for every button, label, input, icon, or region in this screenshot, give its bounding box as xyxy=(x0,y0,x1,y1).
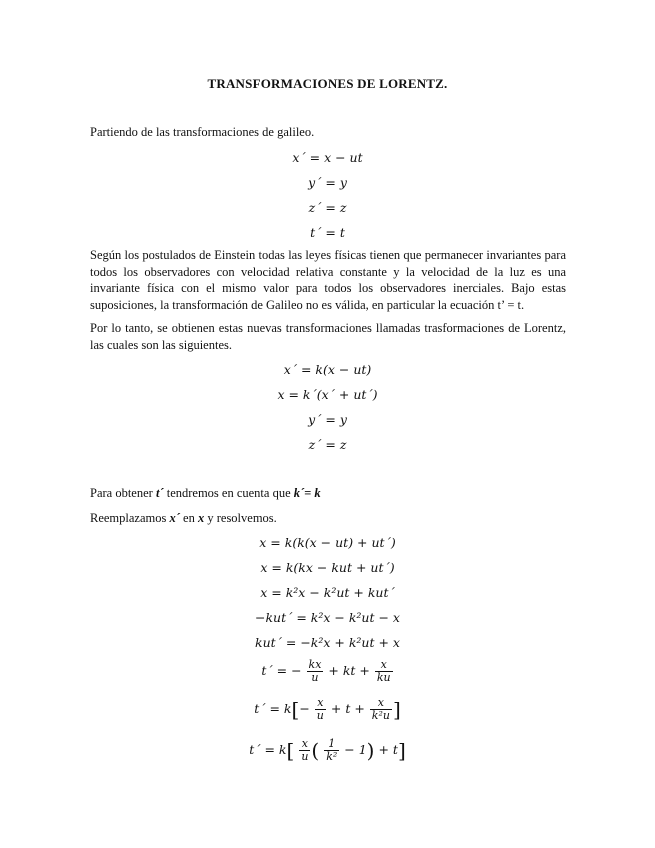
obtain-condition: k´= k xyxy=(293,486,321,500)
replace-var2: x xyxy=(197,511,205,525)
eq7-fraction-1 xyxy=(315,697,326,722)
eq8-paren-close: ) xyxy=(366,738,375,763)
eq8-num-1: x xyxy=(301,737,308,750)
eq6-fraction-2 xyxy=(375,659,393,684)
lorentz-eq-2: x = k´(x´ + ut´) xyxy=(277,387,378,402)
eq7-den-1: u xyxy=(316,709,324,722)
eq7-lhs: t´ = k xyxy=(254,701,292,716)
derivation-eq-2: x = k(kx − kut + ut´) xyxy=(260,560,395,575)
eq7-num-2: x xyxy=(377,696,384,709)
derivation-eq-5: kut´ = −k²x + k²ut + x xyxy=(255,635,400,650)
eq8-bracket-open: [ xyxy=(286,738,295,763)
obtain-var: t´ xyxy=(155,486,164,500)
eq6-den-1: u xyxy=(307,671,324,684)
eq7-bracket-close: ] xyxy=(392,697,401,722)
galileo-eq-1: x´ = x − ut xyxy=(292,150,363,165)
eq6-num-1: kx xyxy=(308,658,322,671)
replace-suffix: y resolvemos. xyxy=(204,511,277,525)
eq6-fraction-1 xyxy=(307,659,324,684)
eq7-num-1: x xyxy=(317,696,324,709)
eq8-paren-open: ( xyxy=(311,738,320,763)
eq8-den-1: u xyxy=(301,750,309,763)
eq8-lhs: t´ = k xyxy=(249,742,287,757)
eq7-den-2: k²u xyxy=(371,709,390,722)
replace-middle: en xyxy=(179,511,198,525)
obtain-prefix: Para obtener xyxy=(90,486,156,500)
eq8-den-2: k² xyxy=(326,750,338,763)
eq8-fraction-1 xyxy=(299,738,310,763)
eq6-den-2: ku xyxy=(376,671,391,684)
eq6-num-2: x xyxy=(380,658,387,671)
eq6-mid: + kt + xyxy=(328,663,370,678)
eq7-fraction-2 xyxy=(370,697,392,722)
eq8-fraction-2 xyxy=(324,738,339,763)
eq8-end: + t xyxy=(378,742,398,757)
obtain-t-paragraph xyxy=(90,485,566,502)
replace-prefix: Reemplazamos xyxy=(90,511,170,525)
eq6-lhs: t´ = − xyxy=(261,663,302,678)
derivation-eq-8 xyxy=(0,738,655,763)
galileo-eq-4: t´ = t xyxy=(310,225,345,240)
obtain-middle: tendremos en cuenta que xyxy=(163,486,294,500)
derivation-eq-3: x = k²x − k²ut + kut´ xyxy=(260,585,395,600)
intro-paragraph: Partiendo de las transformaciones de galileo. xyxy=(90,125,315,139)
replace-var: x´ xyxy=(169,511,180,525)
lorentz-paragraph: Por lo tanto, se obtienen estas nuevas transformaciones llamadas trasformaciones de Lorentz, las cuales son las siguientes. xyxy=(90,321,566,352)
derivation-eq-6 xyxy=(0,659,655,684)
eq7-bracket-open: [ xyxy=(291,697,300,722)
galileo-eq-3: z´ = z xyxy=(308,200,347,215)
eq7-minus: − xyxy=(299,701,310,716)
lorentz-eq-1: x´ = k(x − ut) xyxy=(283,362,372,377)
einstein-paragraph: Según los postulados de Einstein todas las leyes físicas tienen que permanecer invariantes para todos los observadores con velocidad relativa constante y la velocidad de la luz es una invariante física con el mismo valor para todos los observadores inerciales. Bajo estas suposiciones, la transformación de Galileo no es válida, en particular la ecuación t’ = t. xyxy=(90,248,566,312)
derivation-eq-7 xyxy=(0,697,655,722)
eq8-num-2: 1 xyxy=(328,737,336,750)
galileo-eq-2: y´ = y xyxy=(308,175,347,190)
page-title: TRANSFORMACIONES DE LORENTZ. xyxy=(207,76,448,91)
eq8-bracket-close: ] xyxy=(397,738,406,763)
lorentz-eq-3: y´ = y xyxy=(308,412,347,427)
derivation-eq-1: x = k(k(x − ut) + ut´) xyxy=(259,535,396,550)
eq7-mid: + t + xyxy=(330,701,365,716)
derivation-eq-4: −kut´ = k²x − k²ut − x xyxy=(255,610,400,625)
lorentz-eq-4: z´ = z xyxy=(308,437,347,452)
replace-paragraph xyxy=(90,510,566,527)
eq8-tail: − 1 xyxy=(344,742,367,757)
